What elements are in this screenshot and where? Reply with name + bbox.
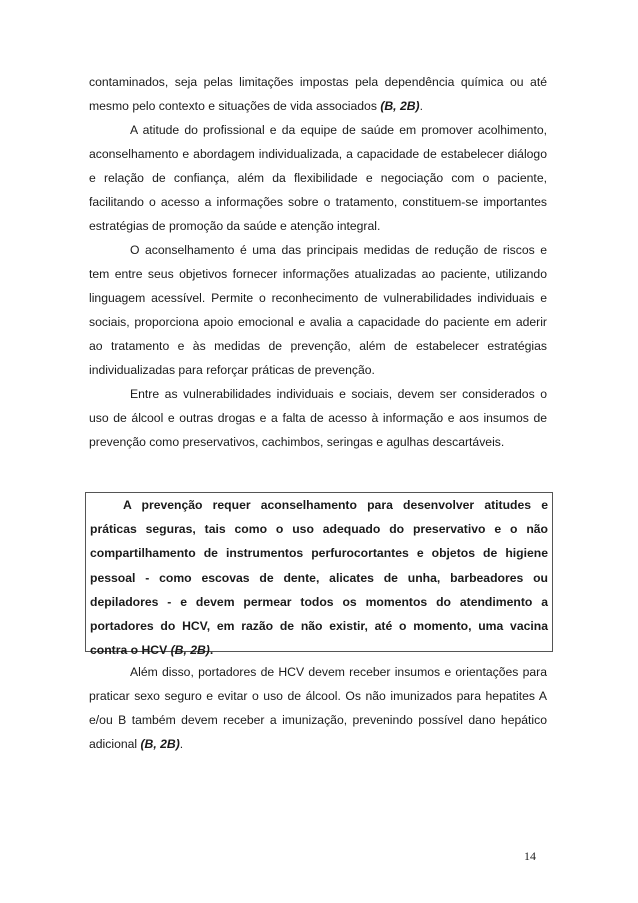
highlight-tail: .: [209, 643, 214, 658]
paragraph-1-text: contaminados, seja pelas limitações impostas pela dependência química ou até mesmo pelo contexto e situações de vida associados: [89, 75, 547, 113]
paragraph-5-tail: .: [179, 737, 184, 751]
paragraph-2: A atitude do profissional e da equipe de saúde em promover acolhimento, aconselhamento e abordagem individualizada, a capacidade de estabelecer diálogo e relação de confiança, além da flexibilidade e negociação com o paciente, facilitando o acesso a informações sobre o tratamento, constituem-se importantes estratégias de promoção da saúde e atenção integral.: [89, 123, 547, 233]
paragraph-4: Entre as vulnerabilidades individuais e sociais, devem ser considerados o uso de álcool e outras drogas e a falta de acesso à informação e aos insumos de prevenção como preservativos, cachimbos, seringas e agulhas descartáveis.: [89, 387, 547, 449]
paragraph-1: [89, 70, 547, 118]
highlight-box: [85, 492, 553, 658]
reference-citation: (B, 2B): [140, 737, 180, 751]
highlight-reference: (B, 2B): [170, 643, 210, 658]
text-block-bottom: [89, 660, 547, 756]
highlight-box-text: [90, 493, 548, 662]
paragraph-5-text: Além disso, portadores de HCV devem receber insumos e orientações para praticar sexo seguro e evitar o uso de álcool. Os não imunizados para hepatites A e/ou B também devem receber a imunização, prevenindo possível dano hepático adicional: [89, 665, 547, 751]
paragraph-5: [89, 660, 547, 756]
paragraph-1-tail: .: [419, 99, 423, 113]
paragraph-3: O aconselhamento é uma das principais medidas de redução de riscos e tem entre seus objetivos fornecer informações atualizadas ao paciente, utilizando linguagem acessível. Permite o reconhecimento de vulnerabilidades individuais e sociais, proporciona apoio emocional e avalia a capacidade do paciente em aderir ao tratamento e às medidas de prevenção, além de estabelecer estratégias individualizadas para reforçar práticas de prevenção.: [89, 243, 547, 377]
highlight-text: A prevenção requer aconselhamento para desenvolver atitudes e práticas seguras, tais como o uso adequado do preservativo e o não compartilhamento de instrumentos perfurocortantes e objetos de higiene pessoal - como escovas de dente, alicates de unha, barbeadores ou depiladores - e devem permear todos os momentos do atendimento a portadores do HCV, em razão de não existir, até o momento, uma vacina contra o HCV: [90, 498, 548, 658]
page-number: 14: [524, 849, 536, 863]
text-block-top: [89, 70, 547, 454]
reference-citation: (B, 2B): [380, 99, 420, 113]
